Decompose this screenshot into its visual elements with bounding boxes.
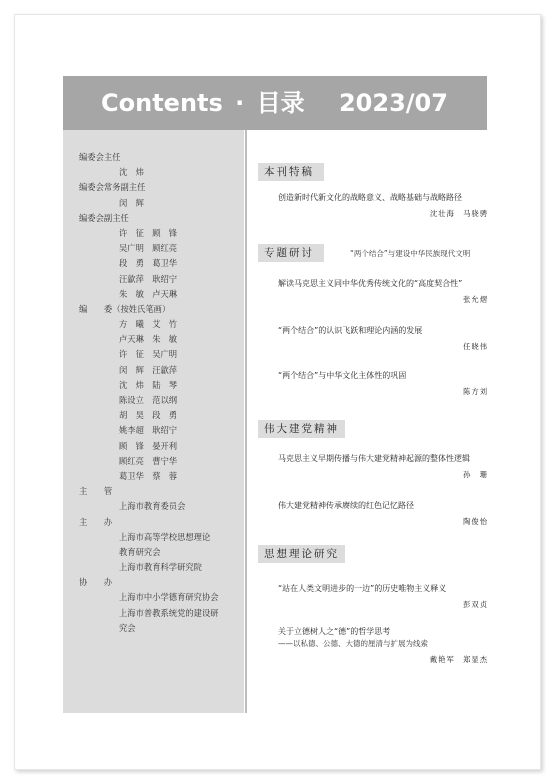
editorial-names: 闵 辉 [119,197,144,208]
contents-label: Contents [101,89,223,117]
editorial-row [79,347,244,362]
editorial-row [79,196,244,211]
editorial-role: 主 办 [79,516,113,527]
editorial-role: 主 管 [79,486,113,497]
article-author: 孙 珊 [463,470,488,479]
editorial-row [79,226,244,241]
editorial-names: 葛卫华 蔡 蓉 [119,470,178,481]
article-title[interactable]: 伟大建党精神传承赓续的红色记忆路径 [278,501,414,510]
article-title[interactable]: “两个结合”与中华文化主体性的巩固 [278,371,407,380]
editorial-row [79,165,244,180]
editorial-names: 上海市高等学校思想理论 [119,531,211,542]
editorial-names: 胡 昊 段 勇 [119,410,178,421]
editorial-row [79,499,244,514]
editorial-row [79,423,244,438]
article-entry[interactable] [278,278,488,306]
article-author: 彭双贞 [463,600,488,609]
editorial-names: 上海市教育科学研究院 [119,562,202,573]
mulu-label: 目录 [256,89,305,117]
editorial-row [79,484,244,499]
article-entry[interactable] [278,626,488,666]
article-title[interactable]: 创造新时代新文化的战略意义、战略基础与战略路径 [278,193,462,202]
editorial-row [79,211,244,226]
editorial-role: 编委会常务副主任 [79,182,146,193]
editorial-row [79,272,244,287]
editorial-row [79,515,244,530]
editorial-row [79,439,244,454]
editorial-names: 陈设立 范以纲 [119,395,178,405]
article-author: 任晓伟 [463,342,488,351]
editorial-names: 汪歙萍 耿绍宁 [119,273,178,284]
article-entry[interactable] [278,192,488,220]
editorial-names: 段 勇 葛卫华 [119,258,178,269]
editorial-row [79,621,244,636]
editorial-names: 许 征 顾 锋 [119,227,178,238]
article-author: 张允熠 [463,295,488,304]
article-author: 陶俊怡 [463,517,488,526]
section-heading: 专题研讨 [258,244,324,262]
editorial-row [79,180,244,195]
editorial-row [79,454,244,469]
editorial-names: 究会 [119,622,136,633]
article-title[interactable]: 马克思主义早期传播与伟大建党精神起源的整体性逻辑 [278,454,470,463]
editorial-names: 沈 炜 [119,167,144,178]
editorial-row [79,241,244,256]
editorial-names: 闵 辉 汪歙萍 [119,364,178,375]
editorial-row [79,302,244,317]
editorial-row [79,393,244,408]
editorial-names: 顾 锋 晏开利 [119,440,178,451]
contents-header [63,76,487,130]
editorial-row [79,606,244,621]
article-author: 沈壮海 马骁骋 [429,209,488,218]
article-entry[interactable] [278,500,488,528]
title-separator: · [235,89,245,117]
editorial-row [79,575,244,590]
article-title[interactable]: 解读马克思主义同中华优秀传统文化的“高度契合性” [278,279,463,288]
editorial-row [79,256,244,271]
editorial-names: 教育研究会 [119,546,161,557]
editorial-names: 吴广明 顾红亮 [119,243,178,254]
editorial-names: 卢天琳 朱 敏 [119,334,178,345]
header-title [101,87,448,119]
article-subtitle: ——以私德、公德、大德的厘清与扩展为线索 [278,639,428,648]
article-entry[interactable] [278,370,488,398]
editorial-role: 编 委（按姓氏笔画） [79,303,171,314]
editorial-role: 编委会副主任 [79,212,129,223]
editorial-row [79,332,244,347]
editorial-names: 姚李超 耿绍宁 [119,425,178,436]
issue-date: 2023/07 [338,89,448,117]
article-author: 陈方刘 [463,387,488,396]
editorial-names: 顾红亮 曹宁华 [119,455,178,466]
editorial-row [79,590,244,605]
editorial-names: 上海市普教系统党的建设研 [119,607,219,618]
section-heading: 思想理论研究 [258,545,345,563]
section-heading: 本刊特稿 [258,163,324,181]
editorial-role: 编委会主任 [79,152,121,162]
article-title[interactable]: “两个结合”的认识飞跃和理论内涵的发展 [278,326,423,335]
column-divider [245,130,247,713]
editorial-row [79,363,244,378]
editorial-role: 协 办 [79,577,113,588]
editorial-names: 朱 敏 卢天琳 [119,288,178,299]
article-entry[interactable] [278,583,488,611]
article-entry[interactable] [278,453,488,481]
editorial-names: 沈 炜 陆 琴 [119,379,178,390]
editorial-board-list [79,150,244,636]
article-author: 戴艳军 郑显杰 [429,655,488,664]
editorial-row [79,287,244,302]
editorial-row [79,317,244,332]
editorial-row [79,469,244,484]
editorial-row [79,545,244,560]
editorial-row [79,150,244,165]
editorial-names: 许 征 吴广明 [119,349,178,360]
editorial-names: 上海市教育委员会 [119,501,186,512]
section-subheading: “两个结合”与建设中华民族现代文明 [350,249,471,258]
editorial-names: 方 曦 艾 竹 [119,319,178,330]
editorial-row [79,378,244,393]
editorial-names: 上海市中小学德育研究协会 [119,592,219,603]
editorial-row [79,560,244,575]
editorial-row [79,530,244,545]
article-title[interactable]: 关于立德树人之“德”的哲学思考 [278,627,391,636]
editorial-row [79,408,244,423]
article-entry[interactable] [278,325,488,353]
section-heading: 伟大建党精神 [258,420,345,438]
article-title[interactable]: “站在人类文明进步的一边”的历史唯物主义释义 [278,584,447,593]
